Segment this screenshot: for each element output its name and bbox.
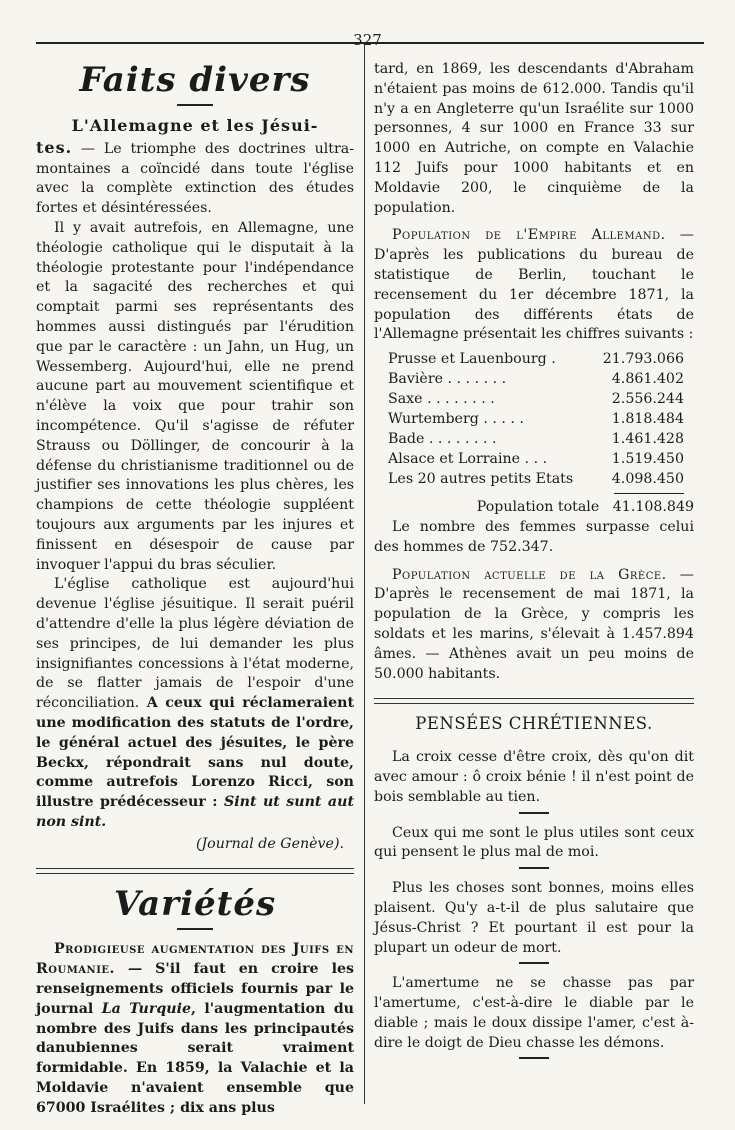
population-value: 2.556.244: [611, 391, 684, 408]
population-label: Les 20 autres petits Etats: [388, 471, 574, 488]
article-paragraph: Population de l'Empire Allemand. — D'après les publications du bureau de statistique de Berlin, touchant le recensement du 1er décembre 1871, la population des différents états de l'Allemagne présentait les chiffres suivants :: [374, 227, 694, 343]
population-row: [388, 389, 684, 409]
article-population-grece: [374, 566, 694, 685]
thought-separator: [519, 812, 549, 814]
section-divider: [36, 868, 354, 874]
heading-rule: [177, 104, 213, 106]
thought-item: La croix cesse d'être croix, dès qu'on dit avec amour : ô croix bénie ! il n'est point de bois semblable au tien.: [374, 749, 694, 805]
article-paragraph: Population actuelle de la Grèce. — D'après le recensement de mai 1871, la population de la Grèce, y compris les soldats et les marins, s'élevait à 1.457.894 âmes. — Athènes avait un peu moins de 50.000 habitants.: [374, 566, 694, 682]
population-label: Bavière . . . . . . .: [388, 371, 507, 388]
population-value: 1.461.428: [611, 431, 684, 448]
total-rule: [614, 493, 684, 494]
article-juifs-roumanie: [36, 940, 354, 1118]
article-population-allemagne: [374, 226, 694, 557]
page-number: 327: [353, 31, 382, 49]
article-paragraph: L'église catholique est aujourd'hui devenue l'église jésuitique. Il serait puéril d'attendre d'elle la plus légère déviation de ses principes, de lui demander les plus insignifiantes concessions à l'état moderne, de se flatter jamais de l'espoir d'une réconciliation. A ceux qui réclameraient une modification des statuts de l'ordre, le général actuel des jésuites, le père Beckx, répondrait sans nul doute, comme autrefois Lorenzo Ricci, son illustre prédécesseur : Sint ut sunt aut non sint.: [36, 576, 354, 830]
article-title: L'Allemagne et les Jésui-: [71, 116, 319, 135]
article-paragraph: Le nombre des femmes surpasse celui des hommes de 752.347.: [374, 518, 694, 555]
population-row: [388, 429, 684, 449]
section-title: PENSÉES CHRÉTIENNES.: [415, 714, 653, 734]
article-lead: tes. — Le triomphe des doctrines ultra-montaines a coïncidé dans toute l'église avec la complète extinction des études fortes et désintéressées.: [36, 137, 354, 217]
pensees-chretiennes: [374, 714, 694, 1059]
population-row: [388, 409, 684, 429]
thought-item: Plus les choses sont bonnes, moins elles plaisent. Qu'y a-t-il de plus salutaire que Jésus-Christ ? Et pourtant il est pour la plupart un odeur de mort.: [374, 880, 694, 956]
section-divider: [374, 698, 694, 704]
population-value: 4.098.450: [611, 471, 684, 488]
left-column: [36, 58, 354, 1119]
article-continuation: tard, en 1869, les descendants d'Abraham n'étaient pas moins de 612.000. Tandis qu'il n'y a en Angleterre qu'un Israélite sur 1000 personnes, 4 sur 1000 en France 33 sur 1000 en Autriche, on compte en Valachie 112 Juifs pour 1000 habitants et en Moldavie 200, le cinquième de la population.: [374, 61, 694, 216]
population-row: [388, 469, 684, 489]
section-heading-varietes: Variétés: [113, 884, 277, 925]
population-value: 4.861.402: [611, 371, 684, 388]
population-value: 1.519.450: [611, 451, 684, 468]
thought-item: Ceux qui me sont le plus utiles sont ceux qui pensent le plus mal de moi.: [374, 824, 694, 861]
population-label: Alsace et Lorraine . . .: [388, 451, 548, 468]
population-total: Population totale 41.108.849: [476, 499, 694, 516]
population-label: Wurtemberg . . . . .: [388, 411, 524, 428]
article-allemagne-jesuites: [36, 116, 354, 854]
population-table: [388, 349, 684, 489]
thought-item: L'amertume ne se chasse pas par l'amertume, c'est-à-dire le diable par le diable ; mais le doux dissipe l'amer, c'est à-dire le doigt de Dieu chasse les démons.: [374, 975, 694, 1051]
article-source: (Journal de Genève).: [195, 835, 344, 852]
population-label: Bade . . . . . . . .: [388, 431, 497, 448]
thought-separator: [519, 1057, 549, 1059]
population-value: 21.793.066: [602, 351, 684, 368]
top-rule: [36, 42, 704, 44]
population-label: Saxe . . . . . . . .: [388, 391, 495, 408]
right-column: [374, 60, 694, 1069]
population-label: Prusse et Lauenbourg .: [388, 351, 556, 368]
population-row: [388, 449, 684, 469]
thought-separator: [519, 867, 549, 869]
article-paragraph: Prodigieuse augmentation des Juifs en Roumanie. — S'il faut en croire les renseignements officiels fournis par le journal La Turquie, l'augmentation du nombre des Juifs dans les principautés danubiennes serait vraiment formidable. En 1859, la Valachie et la Moldavie n'avaient ensemble que 67000 Israélites ; dix ans plus: [36, 941, 354, 1116]
population-value: 1.818.484: [611, 411, 684, 428]
column-divider: [364, 44, 365, 1104]
thought-separator: [519, 962, 549, 964]
population-row: [388, 369, 684, 389]
population-row: [388, 349, 684, 369]
heading-rule: [177, 928, 213, 930]
section-heading-faits-divers: Faits divers: [79, 60, 311, 100]
article-paragraph: Il y avait autrefois, en Allemagne, une théologie catholique qui le disputait à la théologie protestante pour l'indépendance et la sagacité des recherches et qui comptait parmi ses représentants des hommes aussi distingués par l'érudition que par le caractère : un Jahn, un Hug, un Wessemberg. Aujourd'hui, elle ne prend aucune part au mouvement scientifique et n'élève la voix que pour trahir son incompétence. Qu'il s'agisse de réfuter Strauss ou Döllinger, de concourir à la défense du christianisme traditionnel ou de justifier ses innovations les plus chères, les champions de cette théologie suppléent toujours aux arguments par les injures et finissent en désespoir de cause par invoquer l'appui du bras séculier.: [36, 219, 354, 573]
